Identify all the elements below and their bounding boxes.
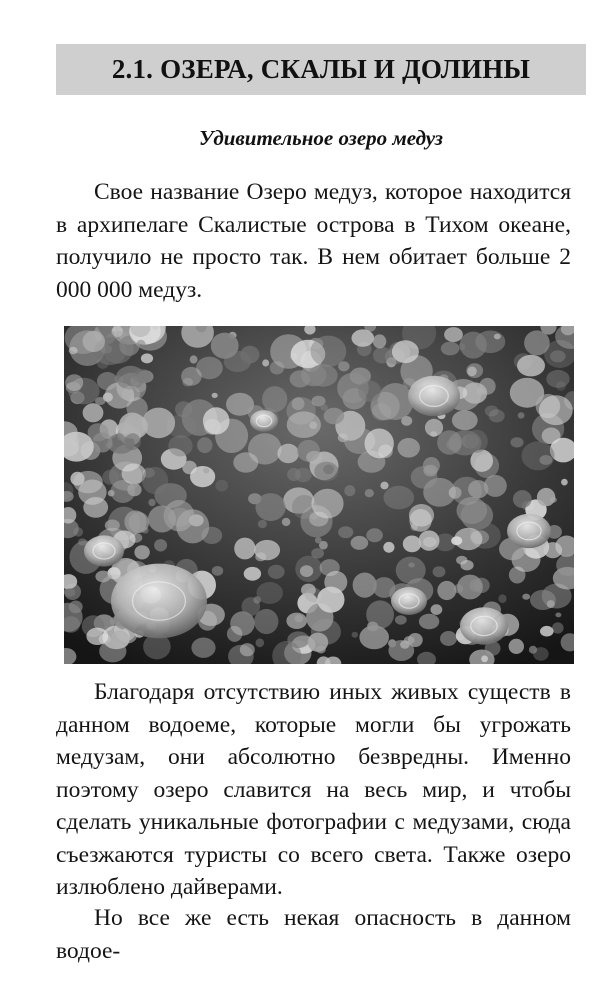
paragraph-danger: Но все же есть некая опасность в данном водое-: [56, 905, 571, 964]
article-subtitle: Удивительное озеро медуз: [198, 126, 443, 150]
section-title: 2.1. ОЗЕРА, СКАЛЫ И ДОЛИНЫ: [111, 54, 531, 84]
jellyfish-photo-icon: [64, 326, 574, 664]
jellyfish-photo: [64, 326, 574, 664]
section-header: [56, 44, 586, 95]
paragraph-intro: Свое название Озеро медуз, которое находится в архипелаге Скалистые острова в Тихом океане, получило не просто так. В нем обитает больше 2 000 000 медуз.: [56, 179, 571, 303]
paragraph-safety: Благодаря отсутствию иных живых существ в данном водоеме, которые могли бы угрожать медузам, они абсолютно безвредны. Именно поэтому озеро славится на весь мир, и чтобы сделать уникальные фотографии с медузами, сюда съезжаются туристы со всего света. Также озеро излюблено дайверами.: [56, 679, 571, 900]
